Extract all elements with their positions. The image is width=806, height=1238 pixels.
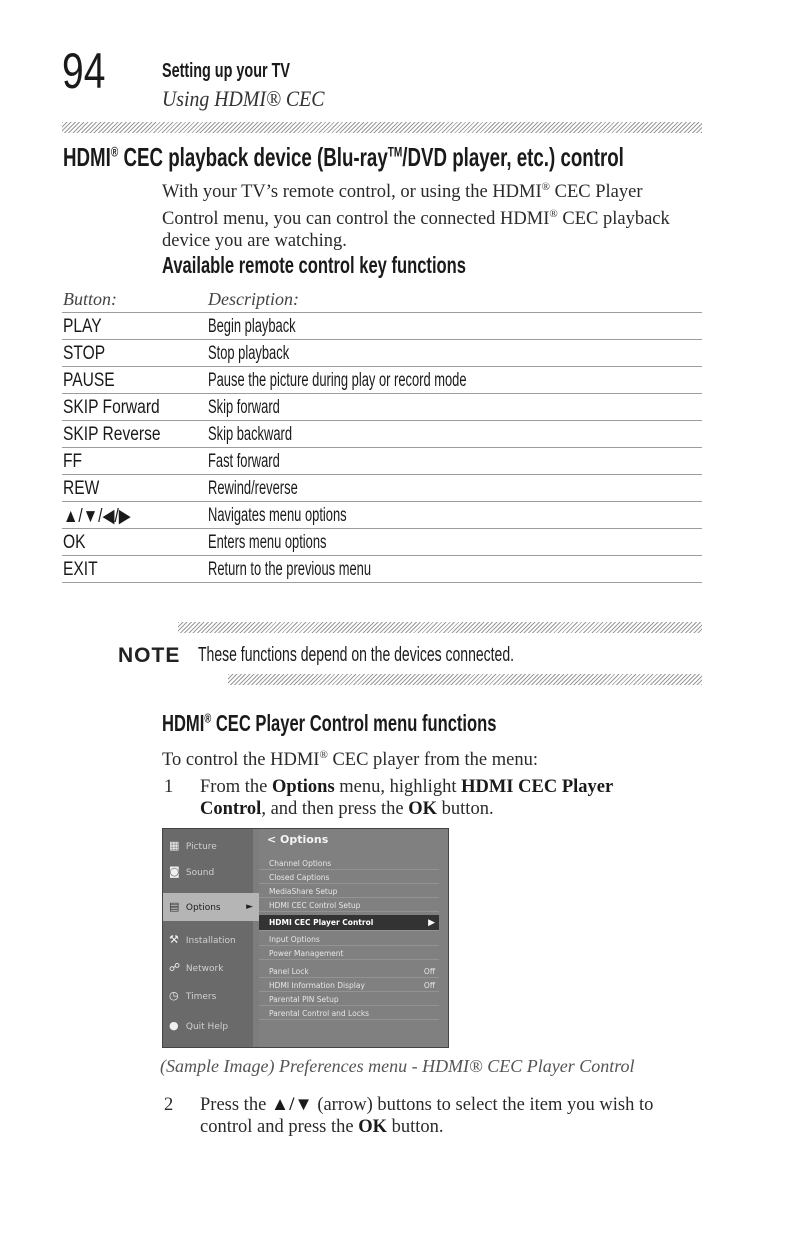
table-row <box>62 340 702 367</box>
button-cell: FF <box>63 451 83 472</box>
menu-item-quit-help: ● Quit Help <box>169 1019 229 1032</box>
button-cell: PAUSE <box>63 370 115 391</box>
table-row <box>62 556 702 583</box>
description-cell: Pause the picture during play or record mode <box>208 370 467 391</box>
table-row <box>62 475 702 502</box>
network-icon: ☍ <box>169 961 181 974</box>
description-cell: Fast forward <box>208 451 280 472</box>
table-row <box>62 529 702 556</box>
table-row <box>62 502 702 529</box>
description-cell: Enters menu options <box>208 532 327 553</box>
button-cell: SKIP Reverse <box>63 424 161 445</box>
col-button-header: Button: <box>63 289 117 309</box>
player-intro: To control the HDMI® CEC player from the menu: <box>162 749 538 771</box>
table-row <box>62 367 702 394</box>
note-label: NOTE <box>118 644 181 667</box>
step-2-text: Press the ▲/▼ (arrow) buttons to select the item you wish to control and press the OK button. <box>200 1095 654 1137</box>
installation-icon: ⚒ <box>169 933 179 946</box>
menu-option: HDMI Information Display Off <box>259 979 439 992</box>
description-cell: Navigates menu options <box>208 505 347 526</box>
description-cell: Stop playback <box>208 343 290 364</box>
description-cell: Skip forward <box>208 397 280 418</box>
main-heading: HDMI® CEC playback device (Blu-ray™/DVD player, etc.) control <box>63 142 624 172</box>
table-row <box>62 421 702 448</box>
arrow-buttons-cell: ▲/▼/◀/▶ <box>63 506 131 527</box>
menu-option: Channel Options <box>259 857 439 870</box>
picture-icon: ▦ <box>169 839 180 852</box>
keys-heading: Available remote control key functions <box>162 252 466 278</box>
chapter-title: Setting up your TV <box>162 60 291 82</box>
menu-option: Closed Captions <box>259 871 439 884</box>
menu-option: Parental Control and Locks <box>259 1007 439 1020</box>
menu-item-timers: ◷ Timers <box>169 989 217 1002</box>
menu-item-installation: ⚒ Installation <box>169 933 236 946</box>
menu-option: HDMI CEC Control Setup <box>259 899 439 912</box>
play-arrow-icon: ▶ <box>428 918 435 928</box>
menu-item-network: ☍ Network <box>169 961 224 974</box>
player-heading: HDMI® CEC Player Control menu functions <box>162 710 497 736</box>
note-divider-bottom <box>228 674 702 685</box>
table-row <box>62 394 702 421</box>
table-header <box>62 286 702 313</box>
main-intro: With your TV’s remote control, or using the HDMI® CEC Player Control menu, you can control the connected HDMI® CEC playback device you are watching. <box>162 181 670 252</box>
button-cell: OK <box>63 532 86 553</box>
description-cell: Rewind/reverse <box>208 478 298 499</box>
menu-option: MediaShare Setup <box>259 885 439 898</box>
section-subtitle: Using HDMI® CEC <box>162 86 325 111</box>
menu-option: Power Management <box>259 947 439 960</box>
button-cell: REW <box>63 478 100 499</box>
menu-option-highlighted: HDMI CEC Player Control ▶ <box>259 915 439 931</box>
menu-option: Input Options <box>259 933 439 946</box>
button-cell: PLAY <box>63 316 102 337</box>
help-icon: ● <box>169 1019 179 1032</box>
arrow-right-icon: ► <box>246 902 253 912</box>
table-row <box>62 448 702 475</box>
key-functions-table <box>62 286 702 583</box>
header-divider <box>62 122 702 133</box>
step-1-text: From the Options menu, highlight HDMI CEC Player Control, and then press the OK button. <box>200 777 613 819</box>
menu-sample-image <box>162 828 449 1048</box>
description-cell: Skip backward <box>208 424 293 445</box>
options-icon: ▤ <box>169 900 180 913</box>
menu-right-panel <box>259 829 448 1047</box>
menu-item-picture: ▦ Picture <box>169 839 217 852</box>
note-divider-top <box>178 622 702 633</box>
image-caption: (Sample Image) Preferences menu - HDMI® CEC Player Control <box>160 1056 635 1076</box>
description-cell: Begin playback <box>208 316 296 337</box>
menu-item-sound: ◙ Sound <box>169 865 215 878</box>
col-description-header: Description: <box>208 289 299 309</box>
button-cell: EXIT <box>63 559 98 580</box>
timer-icon: ◷ <box>169 989 179 1002</box>
button-cell: SKIP Forward <box>63 397 160 418</box>
menu-item-options: ▤ Options ► <box>163 893 259 921</box>
options-panel-title: < Options <box>267 833 329 846</box>
menu-option: Parental PIN Setup <box>259 993 439 1006</box>
note-text: These functions depend on the devices connected. <box>198 644 515 666</box>
page-number: 94 <box>62 43 106 99</box>
sound-icon: ◙ <box>169 865 180 878</box>
button-cell: STOP <box>63 343 106 364</box>
step-2-number: 2 <box>164 1095 174 1115</box>
table-row <box>62 313 702 340</box>
description-cell: Return to the previous menu <box>208 559 372 580</box>
menu-option: Panel Lock Off <box>259 965 439 978</box>
step-1-number: 1 <box>164 777 174 797</box>
